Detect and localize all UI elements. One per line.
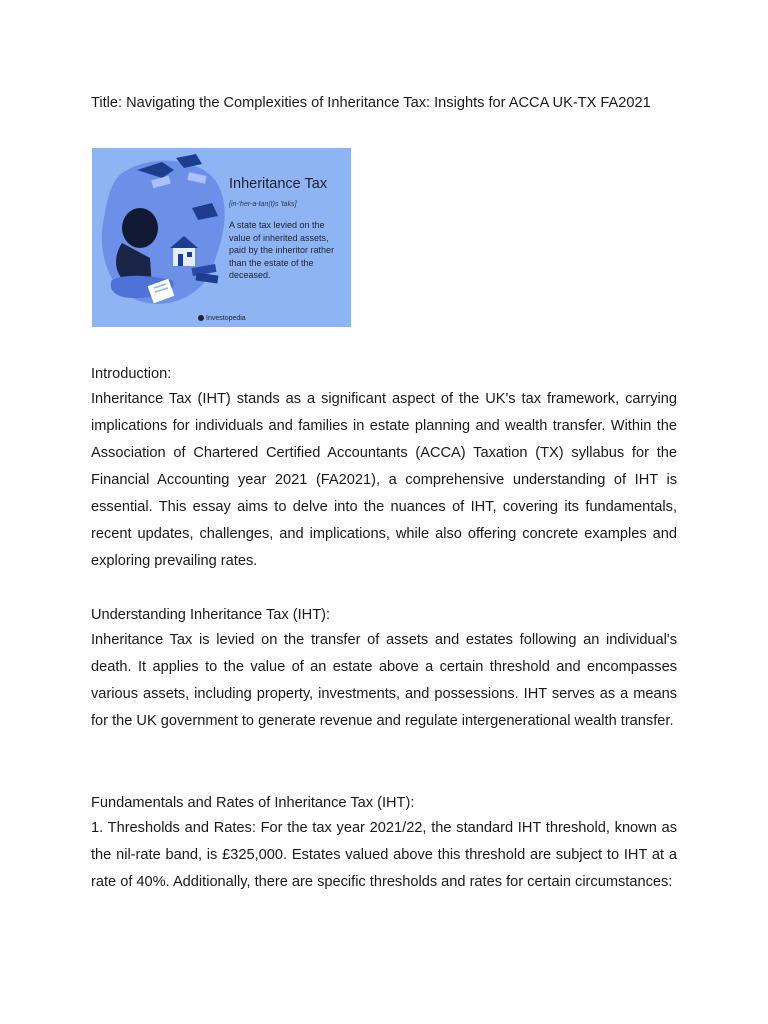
- illustration-definition: A state tax levied on the value of inherited assets, paid by the inheritor rather than the estate of the deceased.: [229, 220, 335, 280]
- section-body-introduction: Inheritance Tax (IHT) stands as a significant aspect of the UK's tax framework, carrying implications for individuals and families in estate planning and wealth transfer. Within the Association of Chartered Certified Accountants (ACCA) Taxation (TX) syllabus for the Financial Accounting year 2021 (FA2021), a comprehensive understanding of IHT is essential. This essay aims to delve into the nuances of IHT, covering its fundamentals, recent updates, challenges, and implications, while also offering concrete examples and exploring prevailing rates.: [91, 391, 677, 569]
- brand-label: Investopedia: [206, 315, 246, 322]
- illustration-brand: [198, 315, 246, 322]
- brand-logo-icon: [198, 315, 204, 321]
- illustration-pronunciation: [in-'her-a-tan(t)s 'taks]: [229, 201, 297, 208]
- section-heading-fundamentals: Fundamentals and Rates of Inheritance Tax (IHT):: [91, 795, 415, 811]
- section-heading-understanding: Understanding Inheritance Tax (IHT):: [91, 607, 331, 623]
- document-title: Title: Navigating the Complexities of Inheritance Tax: Insights for ACCA UK-TX FA2021: [91, 95, 651, 111]
- inheritance-tax-illustration: [92, 148, 351, 327]
- section-heading-introduction: Introduction:: [91, 366, 172, 382]
- section-body-fundamentals: 1. Thresholds and Rates: For the tax year 2021/22, the standard IHT threshold, known as the nil-rate band, is £325,000. Estates valued above this threshold are subject to IHT at a rate of 40%. Additionally, there are specific thresholds and rates for certain circumstances:: [91, 820, 677, 890]
- section-body-understanding: Inheritance Tax is levied on the transfer of assets and estates following an individual's death. It applies to the value of an estate above a certain threshold and encompasses various assets, including property, investments, and possessions. IHT serves as a means for the UK government to generate revenue and regulate intergenerational wealth transfer.: [91, 632, 677, 729]
- illustration-heading: Inheritance Tax: [229, 176, 328, 192]
